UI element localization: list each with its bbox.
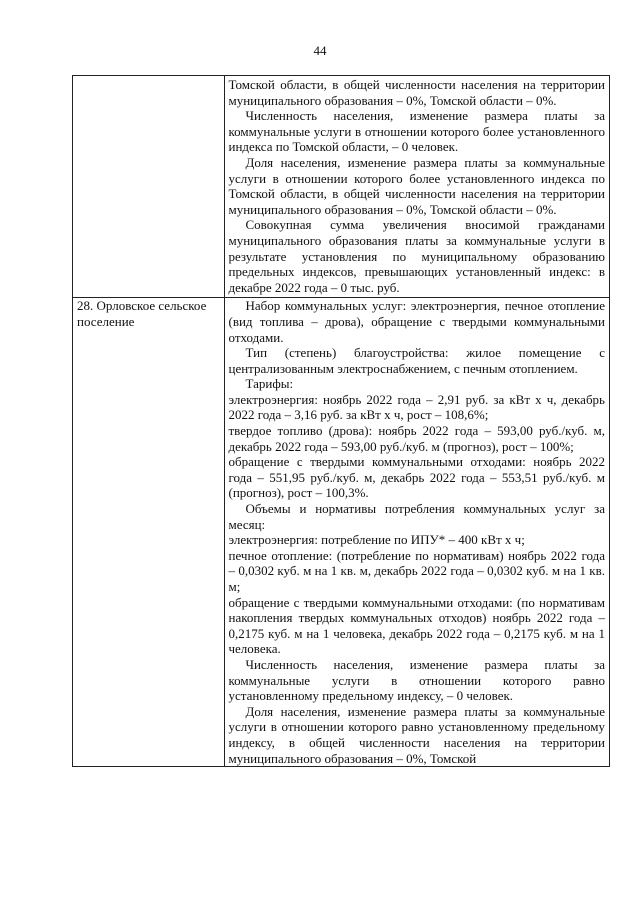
municipality-cell [73, 76, 225, 298]
paragraph: Набор коммунальных услуг: электроэнергия, печное отопление (вид топлива – дрова), обращение с твердыми коммунальными отходами. [228, 298, 605, 345]
table-row [73, 76, 610, 298]
description-cell [224, 76, 610, 298]
paragraph: Тип (степень) благоустройства: жилое помещение с централизованным электроснабжением, с печным отоплением. [228, 345, 605, 376]
paragraph: Численность населения, изменение размера платы за коммунальные услуги в отношении которого более установленного индекса по Томской области, – 0 человек. [228, 108, 605, 155]
paragraph: печное отопление: (потребление по нормативам) ноябрь 2022 года – 0,0302 куб. м на 1 кв. м, декабрь 2022 года – 0,0302 куб. м на 1 кв. м; [228, 547, 605, 594]
paragraph: Совокупная сумма увеличения вносимой гражданами муниципального образования платы за коммунальные услуги в результате установления по муниципальному образованию предельных индексов, превышающих установленный индекс: в декабре 2022 года – 0 тыс. руб. [228, 217, 605, 295]
paragraph: обращение с твердыми коммунальными отходами: (по нормативам накопления твердых коммунальных отходов) ноябрь 2022 года – 0,2175 куб. м на 1 человека, декабрь 2022 года – 0,2175 куб. м на 1 человека. [228, 594, 605, 657]
paragraph: Объемы и нормативы потребления коммунальных услуг за месяц: [228, 501, 605, 532]
page-number: 44 [313, 43, 327, 58]
paragraph: Томской области, в общей численности населения на территории муниципального образования – 0%, Томской области – 0%. [228, 77, 605, 108]
municipality-cell: 28. Орловское сельское поселение [73, 298, 225, 767]
paragraph: электроэнергия: ноябрь 2022 года – 2,91 руб. за кВт х ч, декабрь 2022 года – 3,16 руб. за кВт х ч, рост – 108,6%; [228, 391, 605, 423]
paragraph: Численность населения, изменение размера платы за коммунальные услуги в отношении которого равно установленному предельному индексу, – 0 человек. [228, 656, 605, 704]
table-row [73, 298, 610, 767]
description-cell [224, 298, 610, 767]
document-table [72, 75, 610, 767]
paragraph: твердое топливо (дрова): ноябрь 2022 года – 593,00 руб./куб. м, декабрь 2022 года – 593,00 руб./куб. м (прогноз), рост – 100%; [228, 423, 605, 454]
paragraph: электроэнергия: потребление по ИПУ* – 400 кВт х ч; [228, 532, 525, 548]
paragraph: Доля населения, изменение размера платы за коммунальные услуги в отношении которого равно установленному предельному индексу, в общей численности населения на территории муниципального образования – 0%, Томской [228, 703, 605, 766]
paragraph: Тарифы: [245, 376, 294, 392]
paragraph: Доля населения, изменение размера платы за коммунальные услуги в отношении которого более установленного индекса по Томской области, в общей численности населения на территории муниципального образования – 0%, Томской области – 0%. [228, 154, 605, 217]
paragraph: обращение с твердыми коммунальными отходами: ноябрь 2022 года – 551,95 руб./куб. м, декабрь 2022 года – 553,51 руб./куб. м (прогноз), рост – 100,3%. [228, 454, 605, 501]
